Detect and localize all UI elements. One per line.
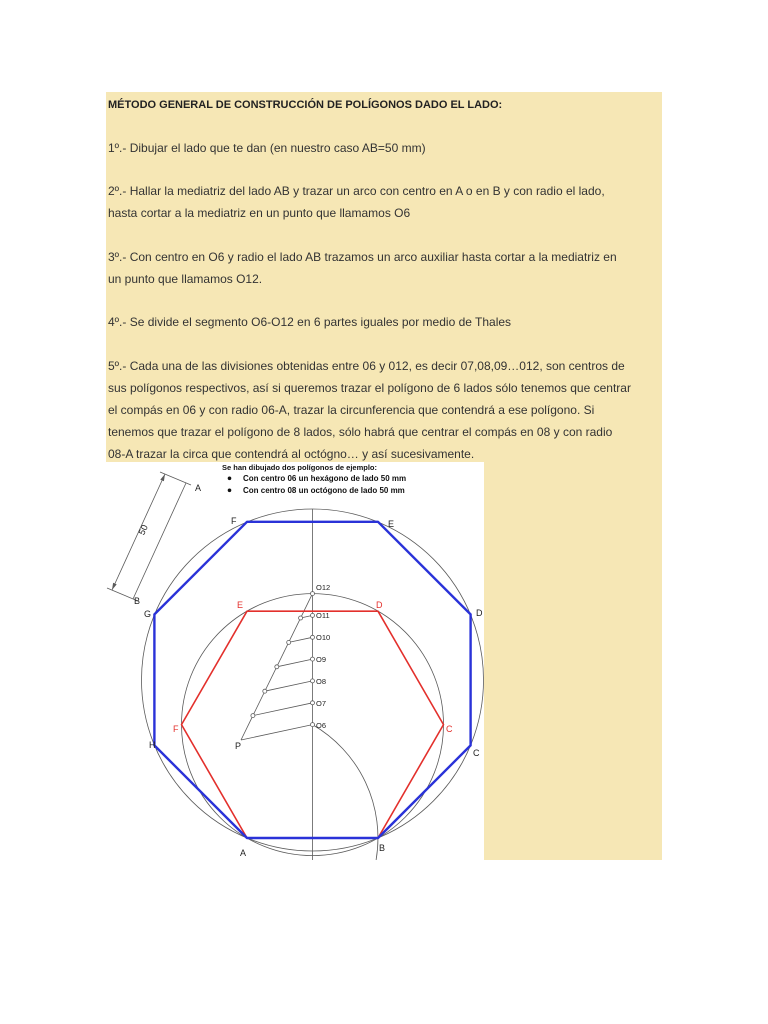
octagon-label-b: B (379, 843, 386, 853)
polygon-construction-diagram (106, 462, 484, 860)
step-5-line-3: el compás en 06 y con radio 06-A, trazar la circunferencia que contendrá a ese polígono. Si (108, 403, 595, 417)
segment-label-b: B (134, 596, 141, 606)
octagon-label-e: E (388, 519, 395, 529)
point-o12 (311, 592, 315, 596)
segment-label-a: A (195, 483, 202, 493)
label-o12: O12 (316, 583, 331, 592)
step-5-line-2: sus polígonos respectivos, así si queremos trazar el polígono de 6 lados sólo tenemos que centrar (108, 381, 631, 395)
octagon-label-a: A (240, 848, 247, 858)
point-o8 (311, 679, 315, 683)
step-2-line-2: hasta cortar a la mediatriz en un punto que llamamos O6 (108, 206, 411, 220)
thales-mark-1 (299, 616, 303, 620)
hexagon-label-c: C (446, 724, 453, 734)
point-o7 (311, 701, 315, 705)
step-4-line-1: 4º.- Se divide el segmento O6-O12 en 6 partes iguales por medio de Thales (108, 315, 512, 329)
bullet-dot-1 (228, 477, 232, 481)
step-5-line-5: 08-A trazar la circa que contendrá al octógno… y así sucesivamente. (108, 447, 475, 461)
label-o7: O7 (316, 699, 327, 708)
label-o10: O10 (316, 633, 331, 642)
segment-length-label: 50 (136, 523, 150, 537)
hexagon-label-e: E (237, 600, 244, 610)
label-o9: O9 (316, 655, 327, 664)
diagram-bullet-octagon: Con centro 08 un octógono de lado 50 mm (243, 486, 405, 495)
point-o9 (311, 657, 315, 661)
hexagon-label-d: D (376, 600, 383, 610)
step-5-line-1: 5º.- Cada una de las divisiones obtenidas entre 06 y 012, es decir 07,08,09…012, son centros de (108, 359, 625, 373)
step-3-line-2: un punto que llamamos O12. (108, 272, 263, 286)
octagon-label-d: D (476, 608, 483, 618)
step-1-line-1: 1º.- Dibujar el lado que te dan (en nuestro caso AB=50 mm) (108, 141, 426, 155)
label-o8: O8 (316, 677, 327, 686)
step-5-line-4: tenemos que trazar el polígono de 8 lados, sólo habrá que centrar el compás en 08 y con radio (108, 425, 613, 439)
thales-mark-5 (251, 714, 255, 718)
label-o11: O11 (316, 611, 330, 621)
hexagon-label-f: F (173, 724, 179, 734)
octagon-label-h: H (149, 740, 156, 750)
point-o6 (311, 723, 315, 727)
point-o10 (311, 635, 315, 639)
thales-mark-3 (275, 665, 279, 669)
diagram-bullet-hexagon: Con centro 06 un hexágono de lado 50 mm (243, 474, 407, 483)
step-3-line-1: 3º.- Con centro en O6 y radio el lado AB trazamos un arco auxiliar hasta cortar a la mediatriz en (108, 250, 617, 264)
diagram-caption: Se han dibujado dos polígonos de ejemplo: (222, 463, 378, 472)
bullet-dot-2 (228, 489, 232, 493)
octagon-label-f: F (231, 516, 237, 526)
octagon-label-g: G (144, 609, 152, 619)
label-p: P (235, 741, 242, 751)
thales-mark-4 (263, 689, 267, 693)
label-o6: O6 (316, 721, 327, 730)
thales-mark-2 (287, 640, 291, 644)
point-o11 (311, 613, 315, 617)
octagon-label-c: C (473, 748, 480, 758)
document-title: MÉTODO GENERAL DE CONSTRUCCIÓN DE POLÍGONOS DADO EL LADO: (108, 99, 503, 111)
step-2-line-1: 2º.- Hallar la mediatriz del lado AB y trazar un arco con centro en A o en B y con radio el lado, (108, 184, 605, 198)
